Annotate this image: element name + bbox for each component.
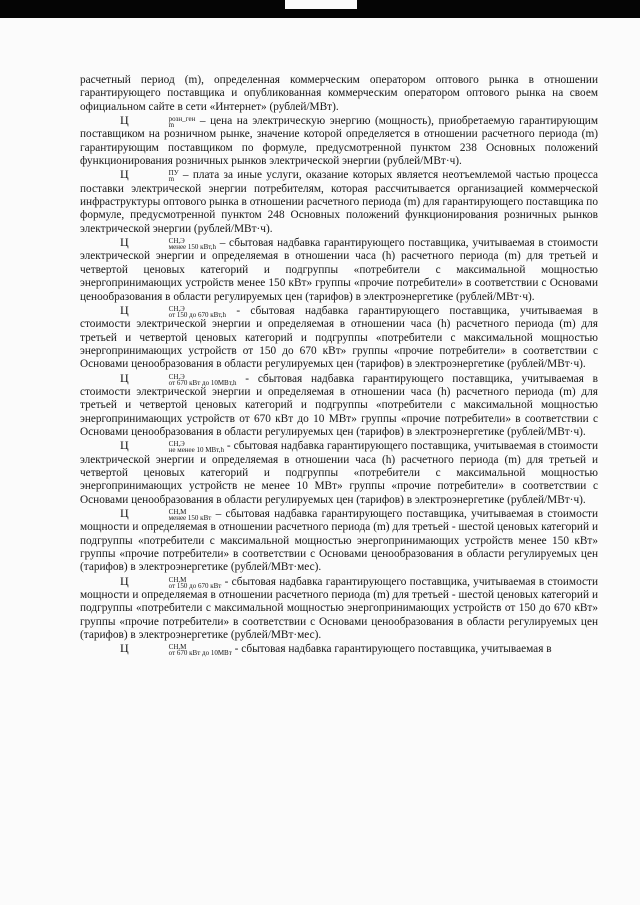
definition-text: – цена на электрическую энергию (мощность), приобретаемую гарантирующим поставщиком на розничном рынке, значение которой определяется в отношении расчетного периода (m) гарантирующим поставщиком по формуле, предусмотренной пунктом 238 Основных положений функционирования розничных рынков электрической энергии (рублей/МВт·ч). bbox=[80, 115, 598, 168]
symbol-indices bbox=[129, 374, 237, 386]
symbol-letter: Ц bbox=[120, 506, 129, 520]
symbol-superscript: СН,М bbox=[168, 508, 187, 516]
symbol-letter: Ц bbox=[120, 113, 129, 128]
definition-list bbox=[80, 114, 598, 657]
definition-text: - сбытовая надбавка гарантирующего поставщика, учитываемая в bbox=[231, 643, 552, 656]
symbol-subscript: не менее 10 МВт,h bbox=[168, 446, 224, 455]
symbol-subscript: от 150 до 670 кВт bbox=[168, 581, 222, 590]
formula-symbol bbox=[120, 573, 222, 590]
symbol-indices bbox=[129, 577, 222, 589]
formula-symbol bbox=[120, 235, 217, 252]
symbol-superscript: СН,Э bbox=[168, 372, 185, 381]
definition-item bbox=[80, 114, 598, 168]
symbol-superscript: СН,Э bbox=[168, 237, 185, 246]
document-page bbox=[80, 74, 598, 657]
definition-text: - сбытовая надбавка гарантирующего поставщика, учитываемая в стоимости электрической энергии и определяемая в отношении часа (h) расчетного периода (m) для третьей и четвертой ценовых категорий и подгруппы «потребители с максимальной мощностью энергопринимающих устройств не менее 10 МВт» группы «прочие потребители» в соответствии с Основами ценообразования в области регулируемых цен (тарифов) в электроэнергетике (рублей/МВт·ч). bbox=[80, 440, 598, 506]
symbol-subscript: менее 150 кВт bbox=[168, 514, 212, 522]
definition-item bbox=[80, 236, 598, 304]
symbol-subscript: m bbox=[168, 121, 175, 130]
formula-symbol bbox=[120, 370, 237, 387]
formula-symbol bbox=[120, 167, 179, 184]
definition-item bbox=[80, 439, 598, 507]
symbol-superscript: ПУ bbox=[168, 169, 179, 178]
symbol-superscript: розн_ген bbox=[168, 115, 196, 124]
definition-item bbox=[80, 642, 598, 656]
definition-item bbox=[80, 168, 598, 236]
symbol-indices bbox=[129, 116, 196, 128]
symbol-letter: Ц bbox=[120, 370, 129, 385]
definition-text: - сбытовая надбавка гарантирующего поставщика, учитываемая в стоимости электрической энергии и определяемая в отношении часа (h) расчетного периода (m) для третьей и четвертой ценовых категорий и подгруппы «потребители с максимальной мощностью энергопринимающих устройств от 670 кВт до 10 МВт» группы «прочие потребители» в соответствии с Основами ценообразования в области регулируемых цен (тарифов) в электроэнергетике (рублей/МВт·ч). bbox=[80, 372, 598, 438]
definition-text: - сбытовая надбавка гарантирующего поставщика, учитываемая в стоимости мощности и определяемая в отношении расчетного периода (m) для третьей - шестой ценовых категорий и подгруппы «потребители с максимальной мощностью энергопринимающих устройств от 150 до 670 кВт» группы «прочие потребители» в соответствии с Основами ценообразования в области регулируемых цен (тарифов) в электроэнергетике (рублей/МВт·мес). bbox=[80, 575, 598, 642]
symbol-indices bbox=[129, 238, 216, 250]
symbol-letter: Ц bbox=[120, 438, 129, 453]
paragraph-intro: расчетный период (m), определенная коммерческим оператором оптового рынка в отношении гарантирующего поставщика и опубликованная коммерческим оператором оптового рынка на своем официальном сайте в сети «Интернет» (рублей/МВт). bbox=[80, 74, 598, 113]
definition-item bbox=[80, 575, 598, 643]
symbol-letter: Ц bbox=[120, 235, 129, 250]
formula-symbol bbox=[120, 508, 211, 520]
symbol-superscript: СН,М bbox=[168, 643, 187, 652]
symbol-superscript: СН,М bbox=[168, 575, 187, 584]
formula-symbol bbox=[120, 113, 196, 130]
symbol-letter: Ц bbox=[120, 641, 129, 656]
formula-symbol bbox=[120, 641, 232, 658]
symbol-subscript: от 670 кВт до 10МВт,h bbox=[168, 378, 237, 387]
symbol-letter: Ц bbox=[120, 167, 129, 182]
symbol-subscript: m bbox=[168, 175, 175, 184]
symbol-indices bbox=[129, 170, 179, 182]
definition-text: – плата за иные услуги, оказание которых является неотъемлемой частью процесса поставки электрической энергии потребителям, которая рассчитывается организацией коммерческой инфраструктуры оптового рынка в отношении расчетного периода (m) для гарантирующего поставщика по формуле, предусмотренной пунктом 248 Основных положений функционирования розничных рынков электрической энергии (рублей/МВт·ч). bbox=[80, 169, 598, 235]
formula-symbol bbox=[120, 302, 227, 319]
definition-text: - сбытовая надбавка гарантирующего поставщика, учитываемая в стоимости электрической энергии и определяемая в отношении часа (h) расчетного периода (m) для третьей и четвертой ценовых категорий и подгруппы «потребители с максимальной мощностью энергопринимающих устройств от 150 до 670 кВт» группы «прочие потребители» в соответствии с Основами ценообразования в области регулируемых цен (тарифов) в электроэнергетике (рублей/МВт·ч). bbox=[80, 304, 598, 371]
symbol-superscript: СН,Э bbox=[168, 440, 185, 449]
symbol-letter: Ц bbox=[120, 302, 129, 317]
symbol-subscript: от 670 кВт до 10МВт bbox=[168, 649, 232, 658]
scan-top-border-gap bbox=[285, 0, 357, 9]
definition-item bbox=[80, 304, 598, 372]
definition-text: – сбытовая надбавка гарантирующего поставщика, учитываемая в стоимости мощности и определяемая в отношении расчетного периода (m) для третьей - шестой ценовых категорий и подгруппы «потребители с максимальной мощностью энергопринимающих устройств менее 150 кВт» группы «прочие потребители» в соответствии с Основами ценообразования в области регулируемых цен (тарифов) в электроэнергетике (рублей/МВт·мес). bbox=[80, 508, 598, 574]
symbol-indices bbox=[129, 509, 212, 521]
definition-item bbox=[80, 507, 598, 575]
symbol-superscript: СН,Э bbox=[168, 304, 185, 313]
symbol-indices bbox=[129, 644, 232, 656]
symbol-letter: Ц bbox=[120, 573, 129, 588]
symbol-subscript: от 150 до 670 кВт,h bbox=[168, 310, 227, 319]
definition-text: – сбытовая надбавка гарантирующего поставщика, учитываемая в стоимости электрической энергии и определяемая в отношении часа (h) расчетного периода (m) для третьей и четвертой ценовых категорий и подгруппы «потребители с максимальной мощностью энергопринимающих устройств менее 150 кВт» группы «прочие потребители» в соответствии с Основами ценообразования в области регулируемых цен (тарифов) в электроэнергетике (рублей/МВт·ч). bbox=[80, 237, 598, 303]
formula-symbol bbox=[120, 438, 224, 455]
definition-item bbox=[80, 372, 598, 440]
symbol-indices bbox=[129, 306, 226, 318]
symbol-subscript: менее 150 кВт,h bbox=[168, 243, 217, 252]
symbol-indices bbox=[129, 441, 224, 453]
